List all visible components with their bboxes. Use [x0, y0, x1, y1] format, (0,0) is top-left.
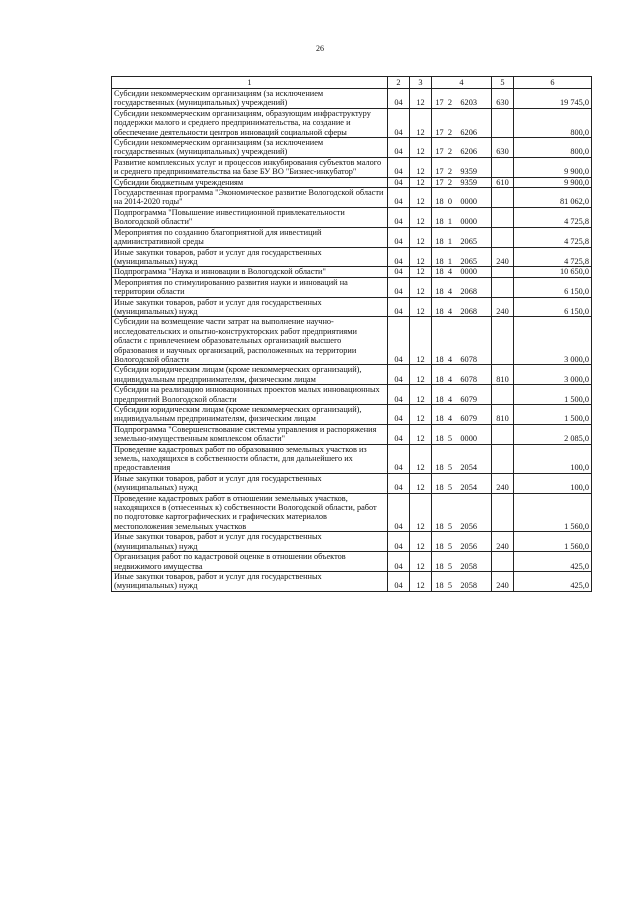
- direction-code: 0000: [460, 197, 477, 207]
- header-col-2: 2: [388, 77, 410, 89]
- target-article-code: [432, 177, 492, 187]
- amount: 1 500,0: [514, 385, 592, 405]
- target-article-code: [432, 207, 492, 227]
- direction-code: 6079: [460, 414, 477, 424]
- amount: 6 150,0: [514, 277, 592, 297]
- subprogram-code: 5: [447, 483, 453, 493]
- section-code: 04: [388, 89, 410, 109]
- expense-type-code: 810: [492, 405, 514, 425]
- subsection-code: 12: [410, 297, 432, 317]
- section-code: 04: [388, 365, 410, 385]
- subprogram-code: 5: [447, 521, 453, 531]
- table-row: [112, 207, 592, 227]
- amount: 800,0: [514, 138, 592, 158]
- program-code: 18: [435, 237, 444, 247]
- subsection-code: 12: [410, 277, 432, 297]
- header-col-1: 1: [112, 77, 388, 89]
- program-code: 17: [435, 167, 444, 177]
- target-article-code: [432, 138, 492, 158]
- row-name: Субсидии бюджетным учреждениям: [112, 177, 388, 187]
- expense-type-code: [492, 207, 514, 227]
- program-code: 17: [435, 98, 444, 108]
- header-col-5: 5: [492, 77, 514, 89]
- expense-type-code: 630: [492, 138, 514, 158]
- amount: 3 000,0: [514, 365, 592, 385]
- target-article-code: [432, 532, 492, 552]
- amount: 425,0: [514, 571, 592, 591]
- table-row: [112, 108, 592, 137]
- row-name: Иные закупки товаров, работ и услуг для государственных (муниципальных) нужд: [112, 571, 388, 591]
- table-row: [112, 157, 592, 177]
- subprogram-code: 2: [447, 98, 453, 108]
- table-row: [112, 552, 592, 572]
- program-code: 18: [435, 267, 444, 277]
- subsection-code: 12: [410, 227, 432, 247]
- section-code: 04: [388, 267, 410, 277]
- budget-table: [111, 76, 592, 592]
- amount: 100,0: [514, 444, 592, 473]
- expense-type-code: [492, 108, 514, 137]
- table-body: [112, 89, 592, 592]
- program-code: 18: [435, 414, 444, 424]
- row-name: Проведение кадастровых работ по образованию земельных участков из земель, находящихся в собственности области, для дальнейшего их предоставления: [112, 444, 388, 473]
- subsection-code: 12: [410, 317, 432, 365]
- expense-type-code: [492, 277, 514, 297]
- program-code: 17: [435, 177, 444, 187]
- subsection-code: 12: [410, 571, 432, 591]
- program-code: 18: [435, 434, 444, 444]
- table-row: [112, 188, 592, 208]
- subsection-code: 12: [410, 552, 432, 572]
- subprogram-code: 1: [447, 256, 453, 266]
- amount: 100,0: [514, 473, 592, 493]
- table-row: [112, 365, 592, 385]
- direction-code: 2058: [460, 581, 477, 591]
- subsection-code: 12: [410, 157, 432, 177]
- row-name: Иные закупки товаров, работ и услуг для государственных (муниципальных) нужд: [112, 297, 388, 317]
- row-name: Субсидии некоммерческим организациям, образующим инфраструктуру поддержки малого и среднего предпринимательства, на создание и обеспечение деятельности центров инноваций социальной сферы: [112, 108, 388, 137]
- expense-type-code: [492, 188, 514, 208]
- row-name: Субсидии юридическим лицам (кроме некоммерческих организаций), индивидуальным предпринимателям, физическим лицам: [112, 365, 388, 385]
- direction-code: 2068: [460, 287, 477, 297]
- row-name: Иные закупки товаров, работ и услуг для государственных (муниципальных) нужд: [112, 247, 388, 267]
- table-row: [112, 493, 592, 532]
- program-code: 18: [435, 354, 444, 364]
- expense-type-code: 610: [492, 177, 514, 187]
- expense-type-code: [492, 424, 514, 444]
- subsection-code: 12: [410, 493, 432, 532]
- direction-code: 2065: [460, 237, 477, 247]
- target-article-code: [432, 317, 492, 365]
- program-code: 18: [435, 463, 444, 473]
- target-article-code: [432, 297, 492, 317]
- expense-type-code: [492, 267, 514, 277]
- table-row: [112, 247, 592, 267]
- table-row: [112, 227, 592, 247]
- subprogram-code: 2: [447, 147, 453, 157]
- subsection-code: 12: [410, 267, 432, 277]
- target-article-code: [432, 493, 492, 532]
- program-code: 18: [435, 394, 444, 404]
- row-name: Иные закупки товаров, работ и услуг для государственных (муниципальных) нужд: [112, 473, 388, 493]
- section-code: 04: [388, 405, 410, 425]
- section-code: 04: [388, 473, 410, 493]
- subprogram-code: 1: [447, 237, 453, 247]
- table-row: [112, 89, 592, 109]
- direction-code: 6079: [460, 394, 477, 404]
- target-article-code: [432, 405, 492, 425]
- subprogram-code: 5: [447, 581, 453, 591]
- expense-type-code: [492, 385, 514, 405]
- section-code: 04: [388, 277, 410, 297]
- subprogram-code: 4: [447, 354, 453, 364]
- subsection-code: 12: [410, 532, 432, 552]
- table-row: [112, 177, 592, 187]
- expense-type-code: [492, 157, 514, 177]
- subsection-code: 12: [410, 405, 432, 425]
- subprogram-code: 0: [447, 197, 453, 207]
- target-article-code: [432, 157, 492, 177]
- expense-type-code: 630: [492, 89, 514, 109]
- expense-type-code: 810: [492, 365, 514, 385]
- direction-code: 2058: [460, 561, 477, 571]
- row-name: Субсидии некоммерческим организациям (за исключением государственных (муниципальных) учреждений): [112, 89, 388, 109]
- amount: 1 500,0: [514, 405, 592, 425]
- row-name: Развитие комплексных услуг и процессов инкубирования субъектов малого и среднего предпринимательства на базе БУ ВО "Бизнес-инкубатор": [112, 157, 388, 177]
- subprogram-code: 4: [447, 306, 453, 316]
- target-article-code: [432, 89, 492, 109]
- expense-type-code: 240: [492, 532, 514, 552]
- amount: 800,0: [514, 108, 592, 137]
- table-row: [112, 405, 592, 425]
- amount: 425,0: [514, 552, 592, 572]
- row-name: Проведение кадастровых работ в отношении земельных участков, находящихся в (отнесенных к) собственности Вологодской области, работ по подготовке картографических и графических материалов местоположения земельных участков: [112, 493, 388, 532]
- subprogram-code: 2: [447, 167, 453, 177]
- row-name: Организация работ по кадастровой оценке в отношении объектов недвижимого имущества: [112, 552, 388, 572]
- target-article-code: [432, 188, 492, 208]
- target-article-code: [432, 444, 492, 473]
- row-name: Иные закупки товаров, работ и услуг для государственных (муниципальных) нужд: [112, 532, 388, 552]
- section-code: 04: [388, 108, 410, 137]
- table-row: [112, 444, 592, 473]
- section-code: 04: [388, 188, 410, 208]
- subsection-code: 12: [410, 247, 432, 267]
- program-code: 17: [435, 147, 444, 157]
- subprogram-code: 1: [447, 217, 453, 227]
- row-name: Государственная программа "Экономическое развитие Вологодской области на 2014-2020 годы": [112, 188, 388, 208]
- subsection-code: 12: [410, 444, 432, 473]
- amount: 9 900,0: [514, 177, 592, 187]
- program-code: 17: [435, 127, 444, 137]
- header-row: [112, 77, 592, 89]
- subprogram-code: 4: [447, 267, 453, 277]
- section-code: 04: [388, 207, 410, 227]
- amount: 4 725,8: [514, 247, 592, 267]
- subprogram-code: 2: [447, 127, 453, 137]
- row-name: Субсидии юридическим лицам (кроме некоммерческих организаций), индивидуальным предпринимателям, физическим лицам: [112, 405, 388, 425]
- subsection-code: 12: [410, 138, 432, 158]
- amount: 2 085,0: [514, 424, 592, 444]
- target-article-code: [432, 473, 492, 493]
- table-row: [112, 317, 592, 365]
- program-code: 18: [435, 483, 444, 493]
- direction-code: 0000: [460, 267, 477, 277]
- amount: 4 725,8: [514, 227, 592, 247]
- page-number: 26: [316, 44, 324, 53]
- program-code: 18: [435, 287, 444, 297]
- amount: 1 560,0: [514, 532, 592, 552]
- program-code: 18: [435, 374, 444, 384]
- amount: 1 560,0: [514, 493, 592, 532]
- row-name: Подпрограмма "Наука и инновации в Вологодской области": [112, 267, 388, 277]
- target-article-code: [432, 385, 492, 405]
- target-article-code: [432, 277, 492, 297]
- target-article-code: [432, 424, 492, 444]
- direction-code: 6206: [460, 127, 477, 137]
- row-name: Субсидии на возмещение части затрат на выполнение научно-исследовательских и опытно-конструкторских работ предприятиями области с привлечением образовательных организаций высшего образования и научных организаций, расположенных на территории Вологодской области: [112, 317, 388, 365]
- amount: 6 150,0: [514, 297, 592, 317]
- row-name: Подпрограмма "Совершенствование системы управления и распоряжения земельно-имущественным комплексом области": [112, 424, 388, 444]
- subprogram-code: 4: [447, 287, 453, 297]
- section-code: 04: [388, 444, 410, 473]
- subsection-code: 12: [410, 177, 432, 187]
- subsection-code: 12: [410, 365, 432, 385]
- row-name: Субсидии некоммерческим организациям (за исключением государственных (муниципальных) учреждений): [112, 138, 388, 158]
- direction-code: 6203: [460, 98, 477, 108]
- expense-type-code: 240: [492, 571, 514, 591]
- subsection-code: 12: [410, 188, 432, 208]
- subprogram-code: 4: [447, 394, 453, 404]
- amount: 81 062,0: [514, 188, 592, 208]
- program-code: 18: [435, 581, 444, 591]
- expense-type-code: 240: [492, 297, 514, 317]
- target-article-code: [432, 571, 492, 591]
- subsection-code: 12: [410, 473, 432, 493]
- target-article-code: [432, 267, 492, 277]
- amount: 3 000,0: [514, 317, 592, 365]
- table-row: [112, 571, 592, 591]
- direction-code: 0000: [460, 434, 477, 444]
- subprogram-code: 4: [447, 374, 453, 384]
- direction-code: 2054: [460, 463, 477, 473]
- subsection-code: 12: [410, 207, 432, 227]
- row-name: Субсидии на реализацию инновационных проектов малых инновационных предприятий Вологодской области: [112, 385, 388, 405]
- subprogram-code: 5: [447, 463, 453, 473]
- direction-code: 2054: [460, 483, 477, 493]
- target-article-code: [432, 108, 492, 137]
- section-code: 04: [388, 227, 410, 247]
- expense-type-code: [492, 227, 514, 247]
- header-col-6: 6: [514, 77, 592, 89]
- expense-type-code: 240: [492, 473, 514, 493]
- amount: 10 650,0: [514, 267, 592, 277]
- program-code: 18: [435, 197, 444, 207]
- amount: 4 725,8: [514, 207, 592, 227]
- program-code: 18: [435, 256, 444, 266]
- section-code: 04: [388, 385, 410, 405]
- program-code: 18: [435, 541, 444, 551]
- table-row: [112, 267, 592, 277]
- table-row: [112, 297, 592, 317]
- direction-code: 9359: [460, 167, 477, 177]
- amount: 9 900,0: [514, 157, 592, 177]
- section-code: 04: [388, 317, 410, 365]
- target-article-code: [432, 247, 492, 267]
- target-article-code: [432, 227, 492, 247]
- target-article-code: [432, 552, 492, 572]
- direction-code: 6206: [460, 147, 477, 157]
- table-row: [112, 138, 592, 158]
- direction-code: 2056: [460, 541, 477, 551]
- table-row: [112, 385, 592, 405]
- program-code: 18: [435, 521, 444, 531]
- section-code: 04: [388, 157, 410, 177]
- subsection-code: 12: [410, 385, 432, 405]
- program-code: 18: [435, 306, 444, 316]
- header-col-3: 3: [410, 77, 432, 89]
- expense-type-code: [492, 317, 514, 365]
- expense-type-code: 240: [492, 247, 514, 267]
- subsection-code: 12: [410, 424, 432, 444]
- section-code: 04: [388, 247, 410, 267]
- expense-type-code: [492, 493, 514, 532]
- direction-code: 6078: [460, 354, 477, 364]
- expense-type-code: [492, 444, 514, 473]
- table-row: [112, 532, 592, 552]
- subsection-code: 12: [410, 89, 432, 109]
- subprogram-code: 5: [447, 541, 453, 551]
- table-row: [112, 424, 592, 444]
- direction-code: 2065: [460, 256, 477, 266]
- section-code: 04: [388, 297, 410, 317]
- section-code: 04: [388, 177, 410, 187]
- header-col-4: 4: [432, 77, 492, 89]
- subprogram-code: 2: [447, 177, 453, 187]
- direction-code: 2068: [460, 306, 477, 316]
- subprogram-code: 5: [447, 561, 453, 571]
- direction-code: 0000: [460, 217, 477, 227]
- target-article-code: [432, 365, 492, 385]
- table-row: [112, 473, 592, 493]
- subsection-code: 12: [410, 108, 432, 137]
- section-code: 04: [388, 424, 410, 444]
- table-row: [112, 277, 592, 297]
- program-code: 18: [435, 217, 444, 227]
- amount: 19 745,0: [514, 89, 592, 109]
- program-code: 18: [435, 561, 444, 571]
- subprogram-code: 5: [447, 434, 453, 444]
- section-code: 04: [388, 552, 410, 572]
- section-code: 04: [388, 138, 410, 158]
- section-code: 04: [388, 532, 410, 552]
- section-code: 04: [388, 493, 410, 532]
- direction-code: 6078: [460, 374, 477, 384]
- expense-type-code: [492, 552, 514, 572]
- direction-code: 9359: [460, 177, 477, 187]
- row-name: Мероприятия по созданию благоприятной для инвестиций административной среды: [112, 227, 388, 247]
- section-code: 04: [388, 571, 410, 591]
- row-name: Мероприятия по стимулированию развития науки и инноваций на территории области: [112, 277, 388, 297]
- subprogram-code: 4: [447, 414, 453, 424]
- direction-code: 2056: [460, 521, 477, 531]
- row-name: Подпрограмма "Повышение инвестиционной привлекательности Вологодской области": [112, 207, 388, 227]
